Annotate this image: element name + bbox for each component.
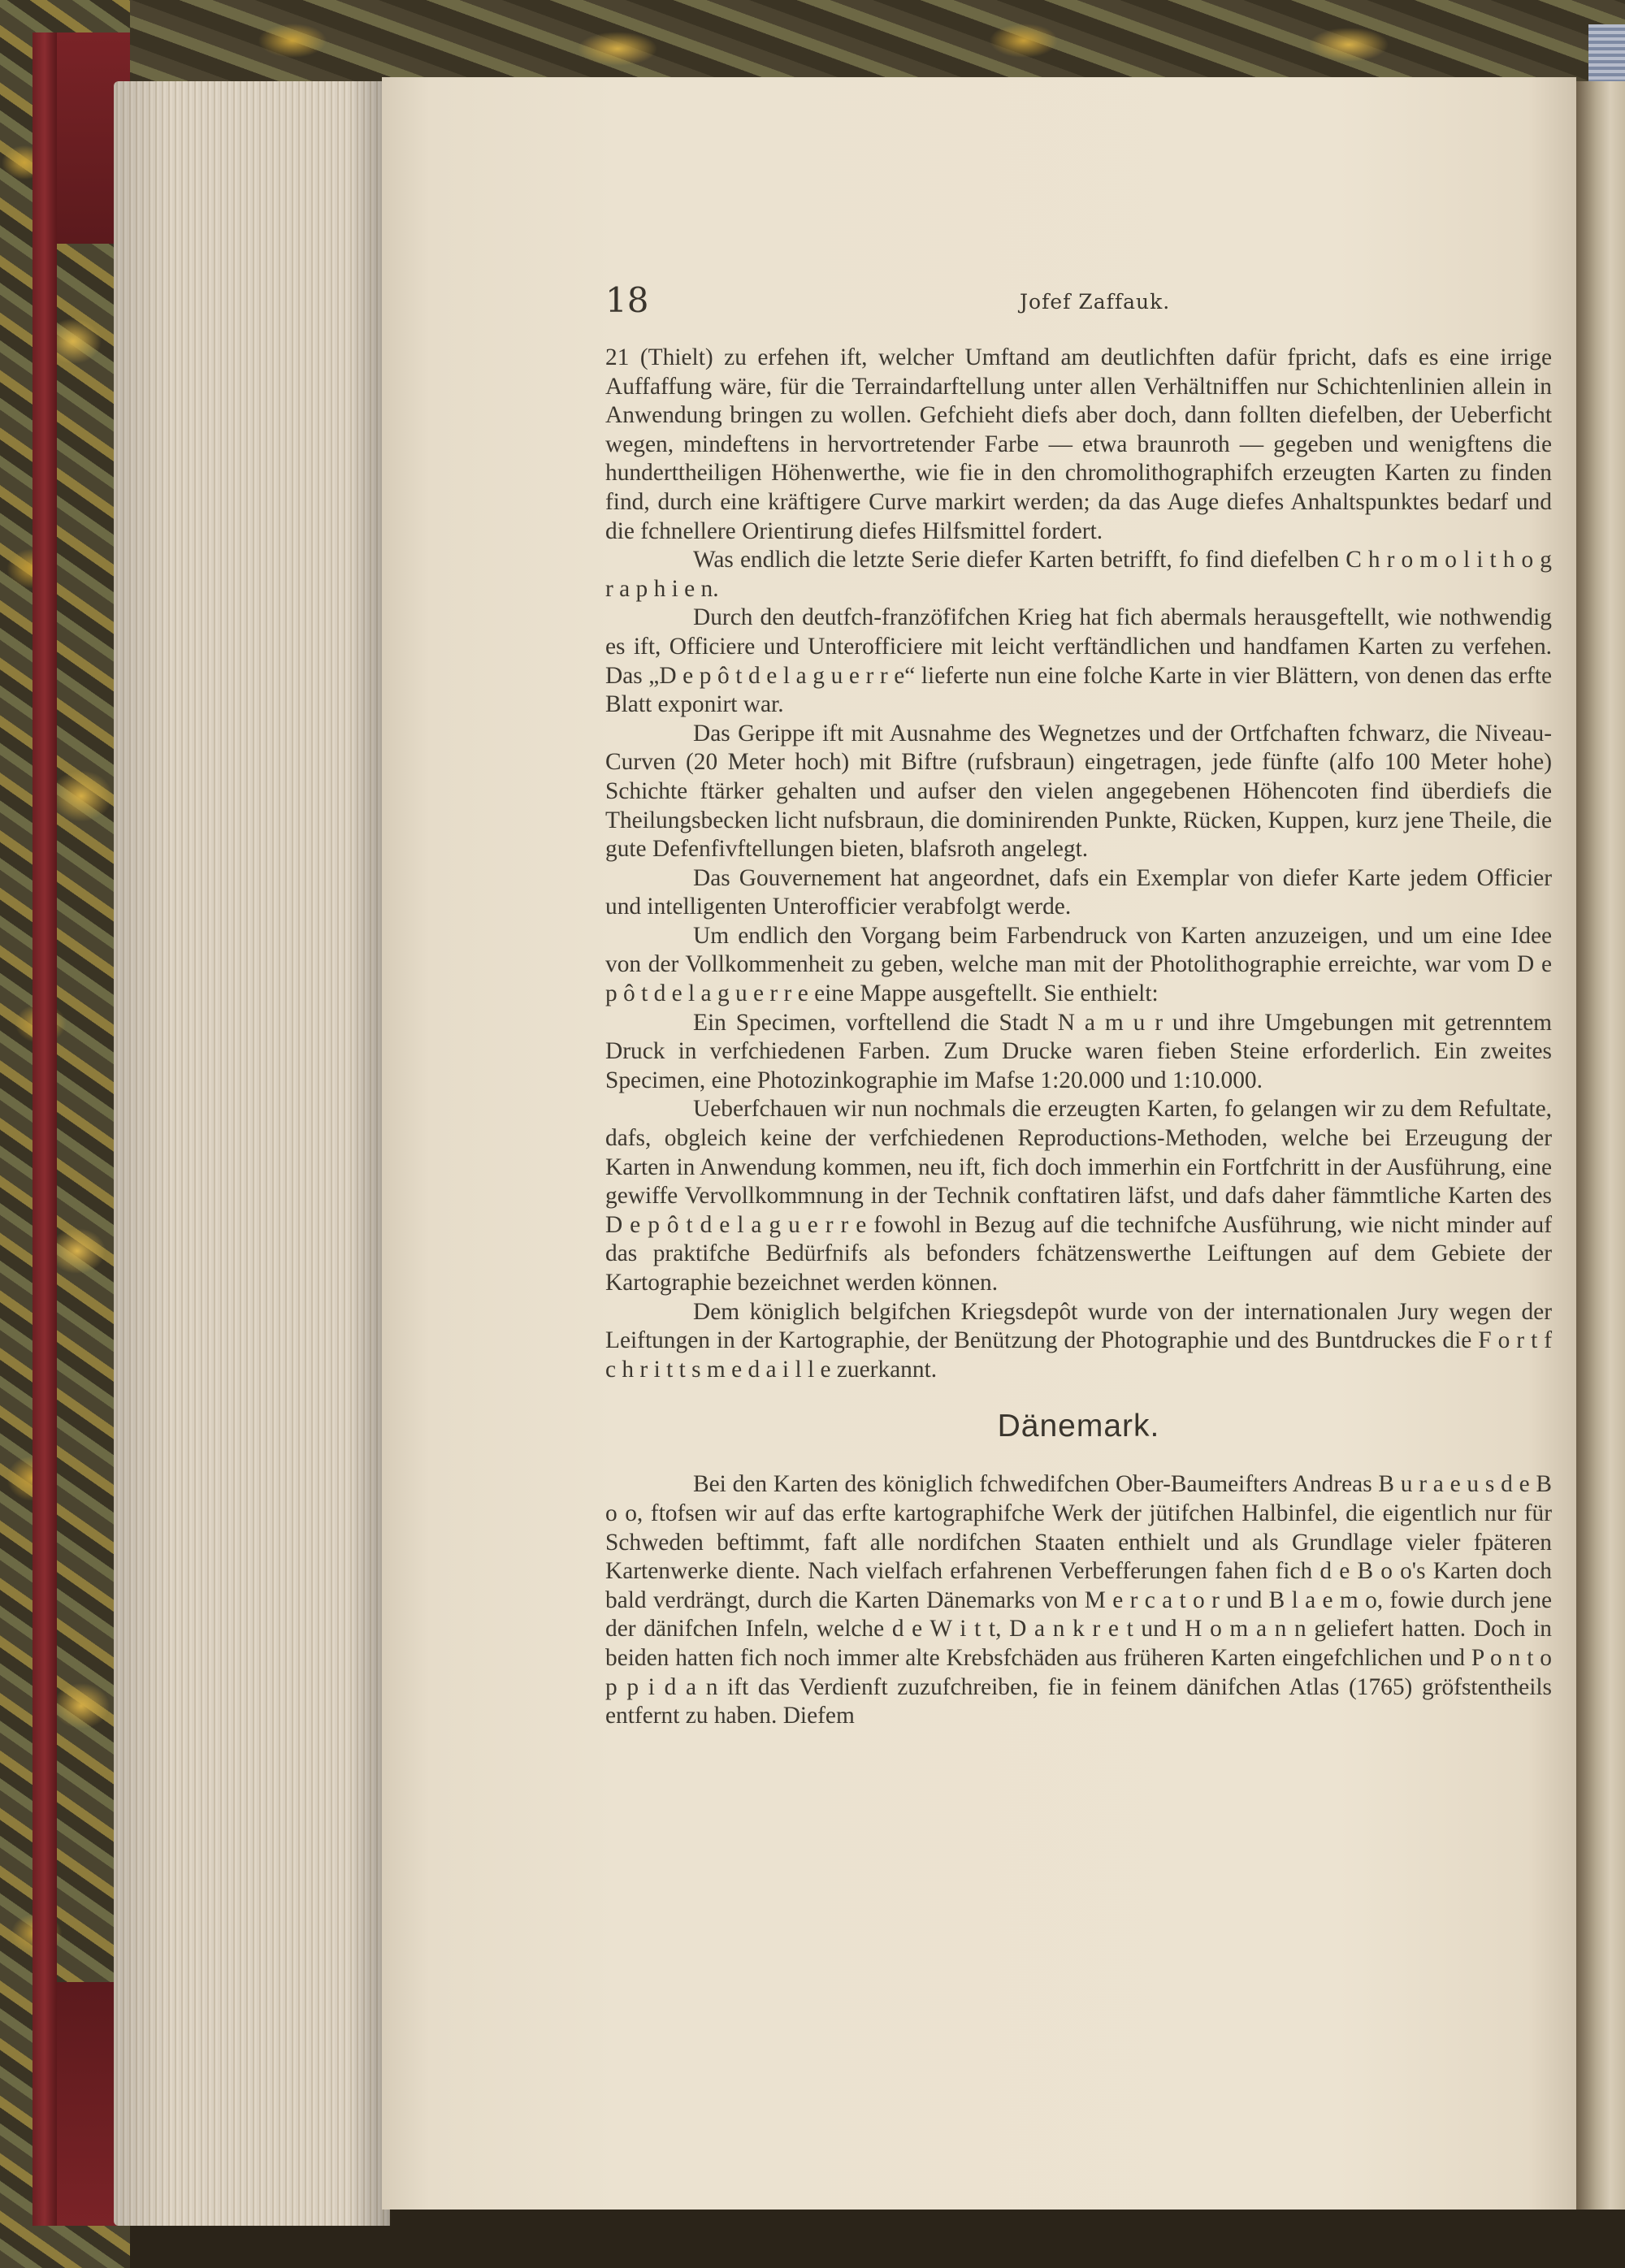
paragraph: Das Gouvernement hat angeordnet, dafs ein Exemplar von diefer Karte jedem Officier und intelligenten Unterofficier verabfolgt werde. bbox=[605, 864, 1552, 920]
paragraph: Um endlich den Vorgang beim Farbendruck von Karten anzuzeigen, und um eine Idee von der Vollkommenheit zu geben, welche man mit der Photolithographie erreichte, war vom D e p ô t d e l a g u e r r e eine Mappe ausgeftellt. Sie enthielt: bbox=[605, 922, 1552, 1007]
marbled-cover-board bbox=[0, 0, 130, 2268]
paragraph: Bei den Karten des königlich fchwedifchen Ober-Baumeifters Andreas B u r a e u s d e B o o, ftofsen wir auf das erfte kartographifche Werk der jütifchen Halbinfel, die eigentlich nur für Schweden beftimmt, faft alle nordifchen Staaten enthielt und als Grundlage vieler fpäteren Kartenwerke diente. Nach vielfach erfahrenen Verbefferungen fahen fich d e B o o's Karten doch bald verdrängt, durch die Karten Dänemarks von M e r c a t o r und B l a e m o, fowie durch jene der dänifchen Infeln, welche d e W i t t, D a n k r e t und H o m a n n geliefert hatten. Doch in beiden hatten fich noch immer alte Krebsfchäden aus früheren Karten eingefchlichen und P o n t o p p i d a n ift das Verdienft zuzufchreiben, fie in feinem dänifchen Atlas (1765) gröfstentheils entfernt zu haben. Diefem bbox=[605, 1471, 1552, 1729]
paragraph: Ueberfchauen wir nun nochmals die erzeugten Karten, fo gelangen wir zu dem Refultate, dafs, obgleich keine der verfchiedenen Reproductions-Methoden, welche bei Erzeugung der Karten in Anwendung kommen, neu ift, fich doch immerhin ein Fortfchritt in der Ausführung, eine gewiffe Vervollkommnung in der Technik conftatiren läfst, und dafs daher fämmtliche Karten des D e p ô t d e l a g u e r r e fowohl in Bezug auf die technifche Ausführung, wie nicht minder auf das praktifche Bedürfnifs als befonders fchätzenswerthe Leiftungen auf dem Gebiete der Kartographie bezeichnet werden können. bbox=[605, 1096, 1552, 1296]
paragraphs-after-heading bbox=[605, 1470, 1552, 1730]
paragraph: Durch den deutfch-franzöfifchen Krieg hat fich abermals herausgeftellt, wie nothwendig es ift, Officiere und Unterofficiere mit leicht verftändlichen und handfamen Karten zu verfehen. Das „D e p ô t d e l a g u e r r e“ lieferte nun eine folche Karte in vier Blättern, von denen das erfte Blatt exponirt war. bbox=[605, 604, 1552, 718]
marbled-top-strip bbox=[130, 0, 1625, 89]
paragraph: Ein Specimen, vorftellend die Stadt N a m u r und ihre Umgebungen mit getrenntem Druck in verfchiedenen Farben. Zum Drucke waren fieben Steine erforderlich. Ein zweites Specimen, eine Photozinkographie im Mafse 1:20.000 und 1:10.000. bbox=[605, 1009, 1552, 1093]
running-head: Jofef Zaffauk. bbox=[1020, 290, 1171, 314]
section-heading: Dänemark. bbox=[997, 1409, 1160, 1444]
stacked-page-edges bbox=[114, 81, 390, 2226]
paragraphs-before-heading bbox=[605, 344, 1552, 1384]
page-number: 18 bbox=[605, 280, 649, 320]
binding-gutter bbox=[1576, 81, 1625, 2210]
cover-leather-spine-edge bbox=[32, 32, 57, 2226]
paragraph: Was endlich die letzte Serie diefer Karten betrifft, fo find diefelben C h r o m o l i t h o g r a p h i e n. bbox=[605, 547, 1552, 602]
paragraph: 21 (Thielt) zu erfehen ift, welcher Umftand am deutlichften dafür fpricht, dafs es eine irrige Auffaffung wäre, für die Terraindarftellung unter allen Verhältniffen nur Schichtenlinien allein in Anwendung bringen zu wollen. Gefchieht diefs aber doch, dann follten diefelben, der Ueberficht wegen, mindeftens in hervortretender Farbe — etwa braunroth — gegeben und wenigftens die hunderttheiligen Höhenwerthe, wie fie in den chromolithographifch erzeugten Karten zu finden find, durch eine kräftigere Curve markirt werden; da das Auge diefes Anhaltspunktes bedarf und die fchnellere Orientirung diefes Hilfsmittel fordert. bbox=[605, 344, 1552, 544]
paragraph: Dem königlich belgifchen Kriegsdepôt wurde von der internationalen Jury wegen der Leiftungen in der Kartographie, der Benützung der Photographie und des Buntdruckes die F o r t f c h r i t t s m e d a i l l e zuerkannt. bbox=[605, 1298, 1552, 1383]
paragraph: Das Gerippe ift mit Ausnahme des Wegnetzes und der Ortfchaften fchwarz, die Niveau-Curven (20 Meter hoch) mit Biftre (rufsbraun) eingetragen, jede fünfte (alfo 100 Meter hohe) Schichte ftärker gehalten und aufser den vielen angegebenen Höhencoten find überdiefs die Theilungsbecken licht nufsbraun, die dominirenden Punkte, Rücken, Kuppen, kurz jene Theile, die gute Defenfivftellungen bieten, blafsroth angelegt. bbox=[605, 720, 1552, 863]
page-header bbox=[605, 276, 1552, 325]
page-text-body bbox=[605, 344, 1552, 1731]
